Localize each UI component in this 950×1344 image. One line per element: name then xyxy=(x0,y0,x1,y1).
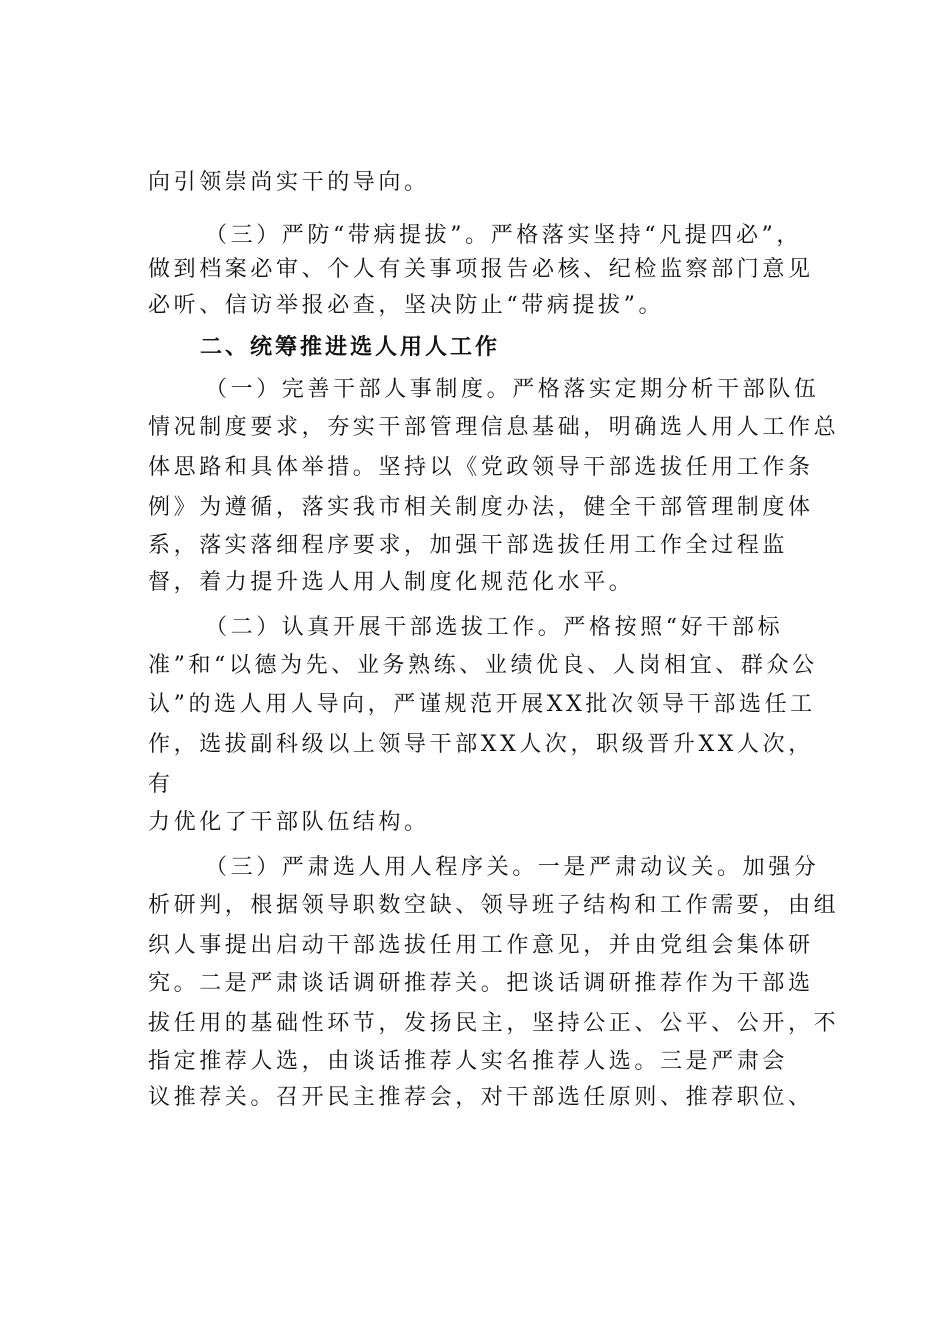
text-line: 指定推荐人选，由谈话推荐人实名推荐人选。三是严肃会 xyxy=(148,1049,789,1074)
paragraph-heading-line: （一）完善干部人事制度。严格落实定期分析干部队伍 xyxy=(205,377,820,402)
text-line: 作，选拔副科级以上领导干部XX人次，职级晋升XX人次， xyxy=(148,732,814,757)
text-line: 究。二是严肃谈话调研推荐关。把谈话调研推荐作为干部选 xyxy=(148,971,814,996)
text-line: 力优化了干部队伍结构。 xyxy=(148,810,430,835)
paragraph-heading-line: （三）严肃选人用人程序关。一是严肃动议关。加强分 xyxy=(205,855,820,880)
text-line: 向引领崇尚实干的导向。 xyxy=(148,170,430,195)
text-line: 织人事提出启动干部选拔任用工作意见，并由党组会集体研 xyxy=(148,933,814,958)
text-line: 有 xyxy=(148,772,174,797)
text-line: 体思路和具体举措。坚持以《党政领导干部选拔任用工作条 xyxy=(148,455,814,480)
text-line: 拔任用的基础性环节，发扬民主，坚持公正、公平、公开，不 xyxy=(148,1011,840,1036)
paragraph-heading-line: （三）严防“带病提拔”。严格落实坚持“凡提四必”， xyxy=(205,223,802,248)
paragraph-heading-line: （二）认真开展干部选拔工作。严格按照“好干部标 xyxy=(205,615,784,640)
text-line: 督，着力提升选人用人制度化规范化水平。 xyxy=(148,570,635,595)
text-line: 议推荐关。召开民主推荐会，对干部选任原则、推荐职位、 xyxy=(148,1085,814,1110)
text-line: 系，落实落细程序要求，加强干部选拔任用工作全过程监 xyxy=(148,533,789,558)
text-line: 例》为遵循，落实我市相关制度办法，健全干部管理制度体 xyxy=(148,495,814,520)
text-line: 认”的选人用人导向，严谨规范开展XX批次领导干部选任工 xyxy=(148,692,816,717)
text-line: 析研判，根据领导职数空缺、领导班子结构和工作需要，由组 xyxy=(148,893,840,918)
text-line: 做到档案必审、个人有关事项报告必核、纪检监察部门意见 xyxy=(148,257,814,282)
section-heading: 二、统筹推进选人用人工作 xyxy=(200,335,501,360)
text-line: 必听、信访举报必查，坚决防止“带病提拔”。 xyxy=(148,293,665,318)
text-line: 准”和“以德为先、业务熟练、业绩优良、人岗相宜、群众公 xyxy=(148,653,818,678)
text-line: 情况制度要求，夯实干部管理信息基础，明确选人用人工作总 xyxy=(148,415,840,440)
